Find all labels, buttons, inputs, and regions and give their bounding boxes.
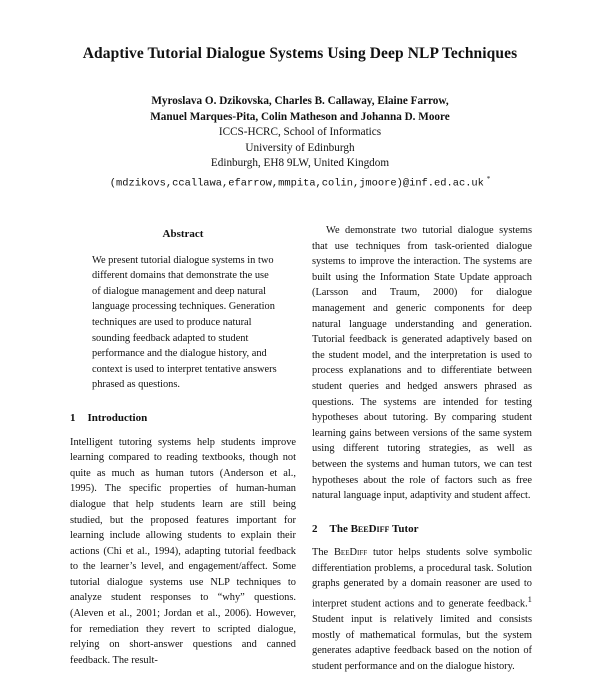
section-1-heading xyxy=(70,411,296,427)
email-line xyxy=(0,172,600,192)
section-2-number: 2 xyxy=(312,522,318,535)
beediff-paragraph: The BeeDiff tutor helps students solve symbolic differentiation problems, a procedural task. Solution graphs generated by a domain reasoner are used to interpret student actions and to generate feedback.$^1$ Student input is relatively limited and consists mostly of mathematical formulas, but the system generates adaptive feedback based on the notion of student performance and on the dialogue history. xyxy=(312,547,532,672)
section-1-number: 1 xyxy=(70,411,76,424)
email-footnote-mark: * xyxy=(486,174,491,183)
author-block xyxy=(0,94,600,192)
beediff-system-name: BeeDiff xyxy=(334,547,368,559)
footnote-1-mark: 1 xyxy=(527,594,532,605)
beediff-text-part-1: tutor helps students solve symbolic differentiation problems, a procedural task. Solution graphs generated by a domain reasoner are used to interpret student actions and to generate feedback. xyxy=(312,547,532,610)
section-1-title: Introduction xyxy=(87,411,148,424)
beediff-text-part-2: Student input is relatively limited and consists mostly of mathematical formulas, but the system generates adaptive feedback based on the notion of student performance and on the dialogue history. xyxy=(312,614,532,672)
authors-line-1: Myroslava O. Dzikovska, Charles B. Callaway, Elaine Farrow, xyxy=(151,95,449,107)
introduction-text: Intelligent tutoring systems help students improve learning compared to reading textbooks, though not quite as much as human tutors (Anderson et al., 1995). The specific properties of human-human dialogue that help students learn are still being studied, but the proposed features important for learning include allowing students to explain their actions (Chi et al., 1994), adapting tutorial feedback to the learner’s level, and engagement/affect. Some tutorial dialogue systems use NLP techniques to analyze student responses to “why” questions. (Aleven et al., 2001; Jordan et al., 2006). However, for remediation they revert to scripted dialogue, relying on short-answer questions and canned feedback. The result- xyxy=(70,436,296,666)
right-column xyxy=(312,223,532,675)
abstract-text: We present tutorial dialogue systems in two different domains that demonstrate the use of dialogue management and deep natural language processing techniques. Generation techniques are used to produce natural sounding feedback adapted to student performance and the dialogue history, and context is used to interpret tentative answers phrased as questions. xyxy=(92,254,277,391)
affiliation-line-1: ICCS-HCRC, School of Informatics xyxy=(218,126,382,139)
section-2-title-prefix: The xyxy=(329,522,348,535)
abstract-heading: Abstract xyxy=(162,228,204,240)
affiliation-line-3: Edinburgh, EH8 9LW, United Kingdom xyxy=(210,157,390,170)
left-column xyxy=(70,227,296,668)
authors-line-2: Manuel Marques-Pita, Colin Matheson and Johanna D. Moore xyxy=(150,110,450,123)
section-2-system-name: BeeDiff xyxy=(350,522,390,535)
demo-paragraph: We demonstrate two tutorial dialogue systems that use techniques from task-oriented dialogue systems to improve the interaction. The systems are built using the Information State Update approach (Larsson and Traum, 2000) for dialogue management and generic components for deep natural language understanding and generation. Tutorial feedback is generated adaptively based on the student model, and the interpretation is used to process explanations and to differentiate between student queries and hedged answers phrased as questions. The systems are intended for testing hypotheses about tutoring. By comparing student learning gains between versions of the same system using different tutoring strategies, as well as between the systems and human tutors, we can test hypotheses about the role of factors such as free natural language input, adaptivity and student affect. xyxy=(312,225,532,502)
section-2-heading xyxy=(312,522,532,538)
author-emails: (mdzikovs,ccallawa,efarrow,mmpita,colin,jmoore)@inf.ed.ac.uk xyxy=(109,177,484,190)
paper-title: Adaptive Tutorial Dialogue Systems Using Deep NLP Techniques xyxy=(82,45,518,62)
affiliation-line-2: University of Edinburgh xyxy=(245,141,355,154)
section-2-title-suffix: Tutor xyxy=(392,522,419,535)
